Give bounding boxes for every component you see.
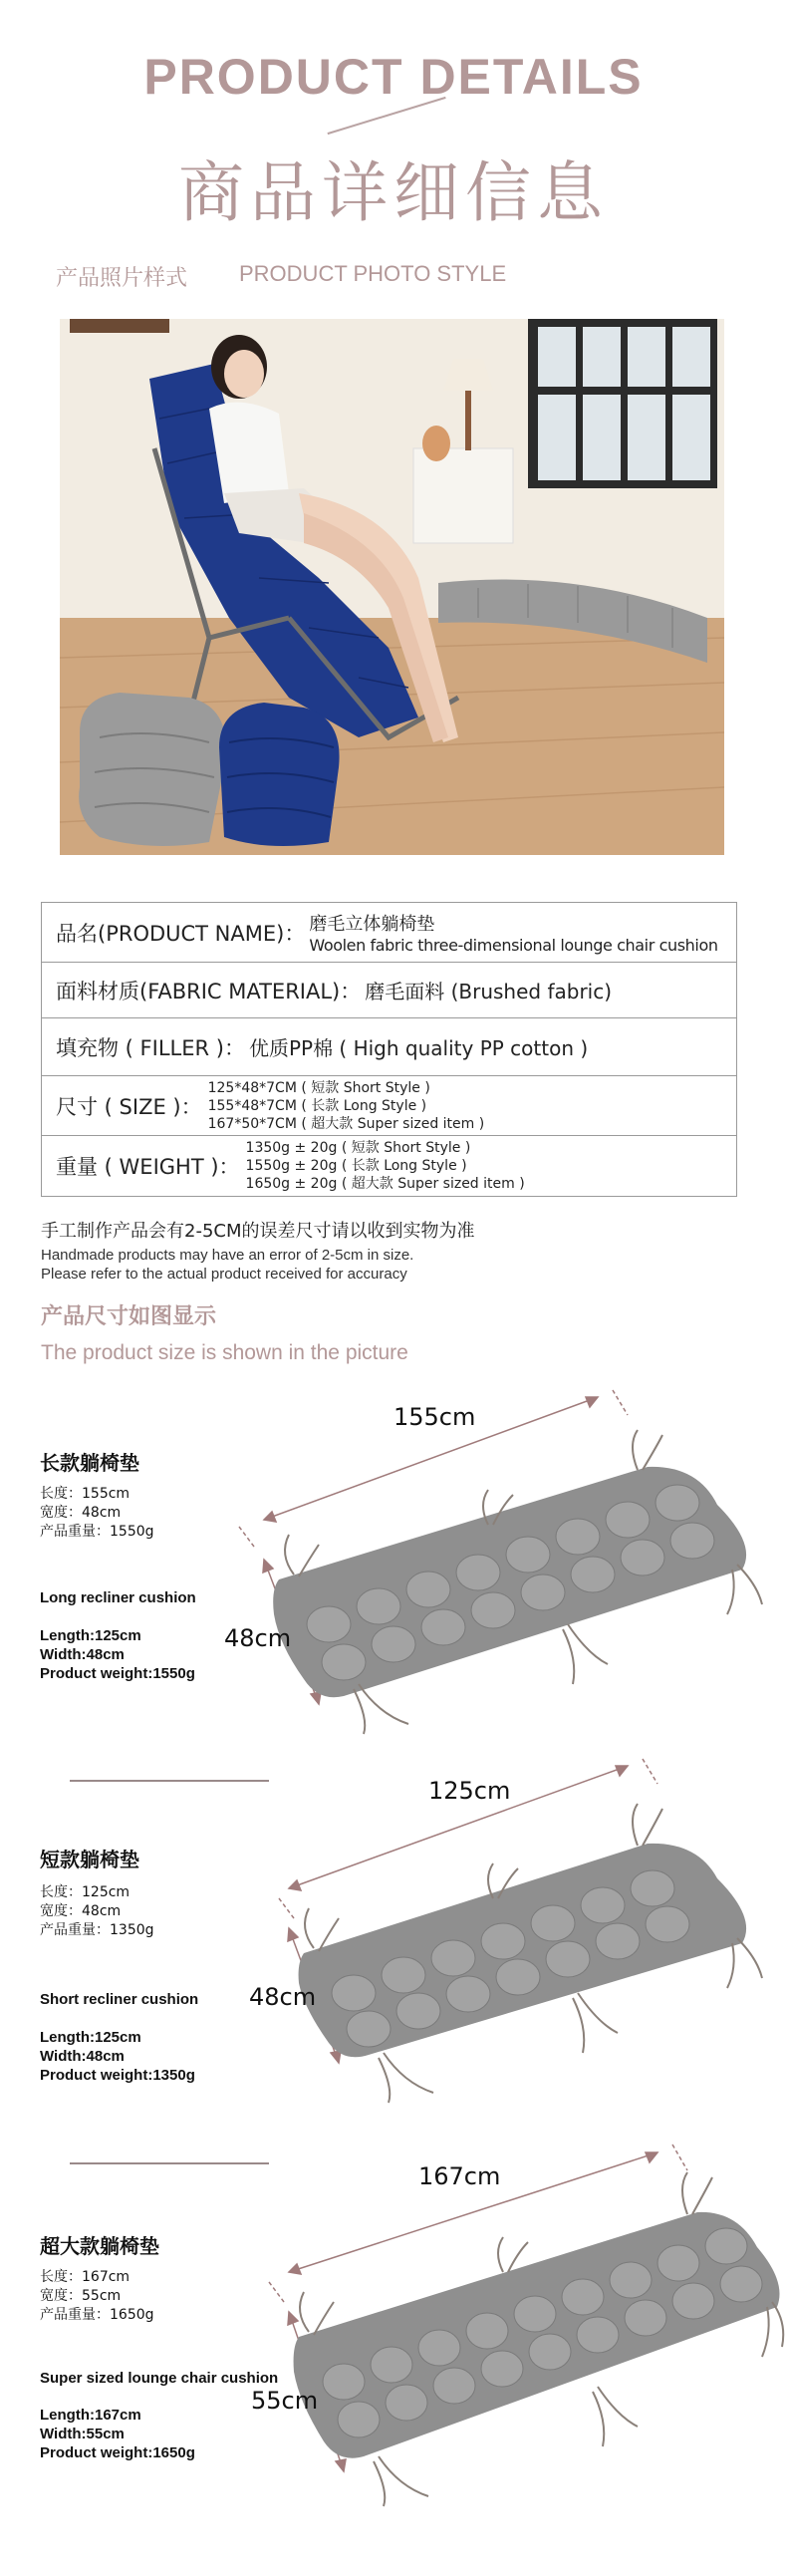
- page-title-cn: 商品详细信息: [178, 154, 609, 231]
- spec-colon: ：: [180, 1094, 202, 1119]
- size-error-note-cn: 手工制作产品会有2-5CM的误差尺寸请以收到实物为准: [41, 1221, 475, 1242]
- size-error-note-en: Handmade products may have an error of 2-5cm in size.: [41, 1247, 414, 1264]
- width-dimension-label: 125cm: [428, 1777, 511, 1805]
- spec-line-cn: 长度：125cm: [40, 1884, 131, 1900]
- spec-value-fabric: 磨毛面料 (Brushed fabric): [365, 980, 613, 1003]
- spec-line-en: Length:125cm: [40, 2029, 141, 2046]
- width-dimension-label: 155cm: [394, 1403, 476, 1431]
- product-title-cn: 超大款躺椅垫: [40, 2234, 159, 2258]
- spec-row-fabric: [42, 963, 736, 1018]
- photo-style-label-cn: 产品照片样式: [56, 266, 188, 291]
- spec-value-name: [309, 910, 717, 955]
- spec-colon: ：: [340, 979, 362, 1003]
- spec-value-weight: [246, 1139, 525, 1193]
- spec-row-size: [42, 1076, 736, 1136]
- spec-colon: ：: [284, 921, 306, 946]
- size-line: 167*50*7CM ( 超大款 Super sized item ): [207, 1115, 485, 1132]
- spec-line-en: Product weight:1350g: [40, 2067, 195, 2084]
- cushion-illustration: [0, 1385, 787, 1754]
- size-heading-en: The product size is shown in the picture: [41, 1341, 408, 1364]
- spec-line-en: Product weight:1550g: [40, 1665, 195, 1682]
- product-title-cn: 长款躺椅垫: [40, 1451, 139, 1475]
- spec-line-en: Width:48cm: [40, 1646, 125, 1663]
- spec-label-filler: 填充物 ( FILLER ): [56, 1035, 224, 1060]
- spec-line-en: Width:48cm: [40, 2048, 125, 2065]
- spec-line-en: Product weight:1650g: [40, 2444, 195, 2461]
- size-error-note-en-2: Please refer to the actual product received for accuracy: [41, 1266, 407, 1283]
- spec-name-cn: 磨毛立体躺椅垫: [309, 914, 435, 935]
- spec-label-name: 品名(PRODUCT NAME): [56, 921, 285, 946]
- product-section-long: [0, 1385, 787, 1754]
- spec-line-cn: 产品重量：1650g: [40, 2307, 154, 2323]
- spec-line-en: Length:167cm: [40, 2407, 141, 2424]
- weight-line: 1650g ± 20g ( 超大款 Super sized item ): [245, 1176, 525, 1192]
- product-title-en: Long recliner cushion: [40, 1589, 196, 1606]
- spec-table: [41, 902, 737, 1197]
- spec-line-cn: 产品重量：1550g: [40, 1524, 154, 1540]
- spec-label-fabric: 面料材质(FABRIC MATERIAL): [56, 979, 341, 1003]
- spec-colon: ：: [218, 1155, 240, 1179]
- size-line: 125*48*7CM ( 短款 Short Style ): [207, 1079, 430, 1096]
- spec-line-cn: 长度：155cm: [40, 1486, 131, 1502]
- height-dimension-label: 55cm: [251, 2387, 319, 2415]
- product-section-super: [0, 2133, 787, 2576]
- spec-row-filler: [42, 1018, 736, 1076]
- spec-value-filler: 优质PP棉 ( High quality PP cotton ): [248, 1036, 589, 1060]
- spec-line-cn: 宽度：48cm: [40, 1903, 122, 1919]
- spec-label-size: 尺寸 ( SIZE ): [56, 1094, 181, 1119]
- spec-name-en: Woolen fabric three-dimensional lounge chair cushion: [309, 936, 718, 955]
- spec-row-weight: [42, 1136, 736, 1196]
- spec-line-cn: 长度：167cm: [40, 2269, 131, 2285]
- spec-value-size: [208, 1079, 485, 1133]
- height-dimension-label: 48cm: [249, 1983, 317, 2011]
- photo-style-label-en: PRODUCT PHOTO STYLE: [239, 261, 507, 286]
- product-title-cn: 短款躺椅垫: [40, 1848, 139, 1871]
- weight-line: 1350g ± 20g ( 短款 Short Style ): [245, 1140, 471, 1156]
- height-dimension-label: 48cm: [224, 1624, 292, 1652]
- weight-line: 1550g ± 20g ( 长款 Long Style ): [245, 1158, 467, 1174]
- spec-row-name: [42, 903, 736, 963]
- spec-line-cn: 产品重量：1350g: [40, 1922, 154, 1938]
- spec-line-en: Width:55cm: [40, 2426, 125, 2442]
- product-section-short: [0, 1754, 787, 2133]
- size-line: 155*48*7CM ( 长款 Long Style ): [207, 1097, 427, 1114]
- width-dimension-label: 167cm: [418, 2162, 501, 2190]
- product-title-en: Short recliner cushion: [40, 1991, 199, 2008]
- spec-line-cn: 宽度：55cm: [40, 2288, 122, 2304]
- size-heading-cn: 产品尺寸如图显示: [41, 1304, 217, 1329]
- product-title-en: Super sized lounge chair cushion: [40, 2370, 279, 2387]
- page-title-en: PRODUCT DETAILS: [143, 49, 644, 105]
- spec-label-weight: 重量 ( WEIGHT ): [56, 1155, 219, 1179]
- product-photo: [60, 319, 724, 855]
- spec-line-cn: 宽度：48cm: [40, 1505, 122, 1521]
- spec-colon: ：: [223, 1035, 245, 1060]
- cushion-illustration: [0, 2133, 787, 2576]
- spec-line-en: Length:125cm: [40, 1627, 141, 1644]
